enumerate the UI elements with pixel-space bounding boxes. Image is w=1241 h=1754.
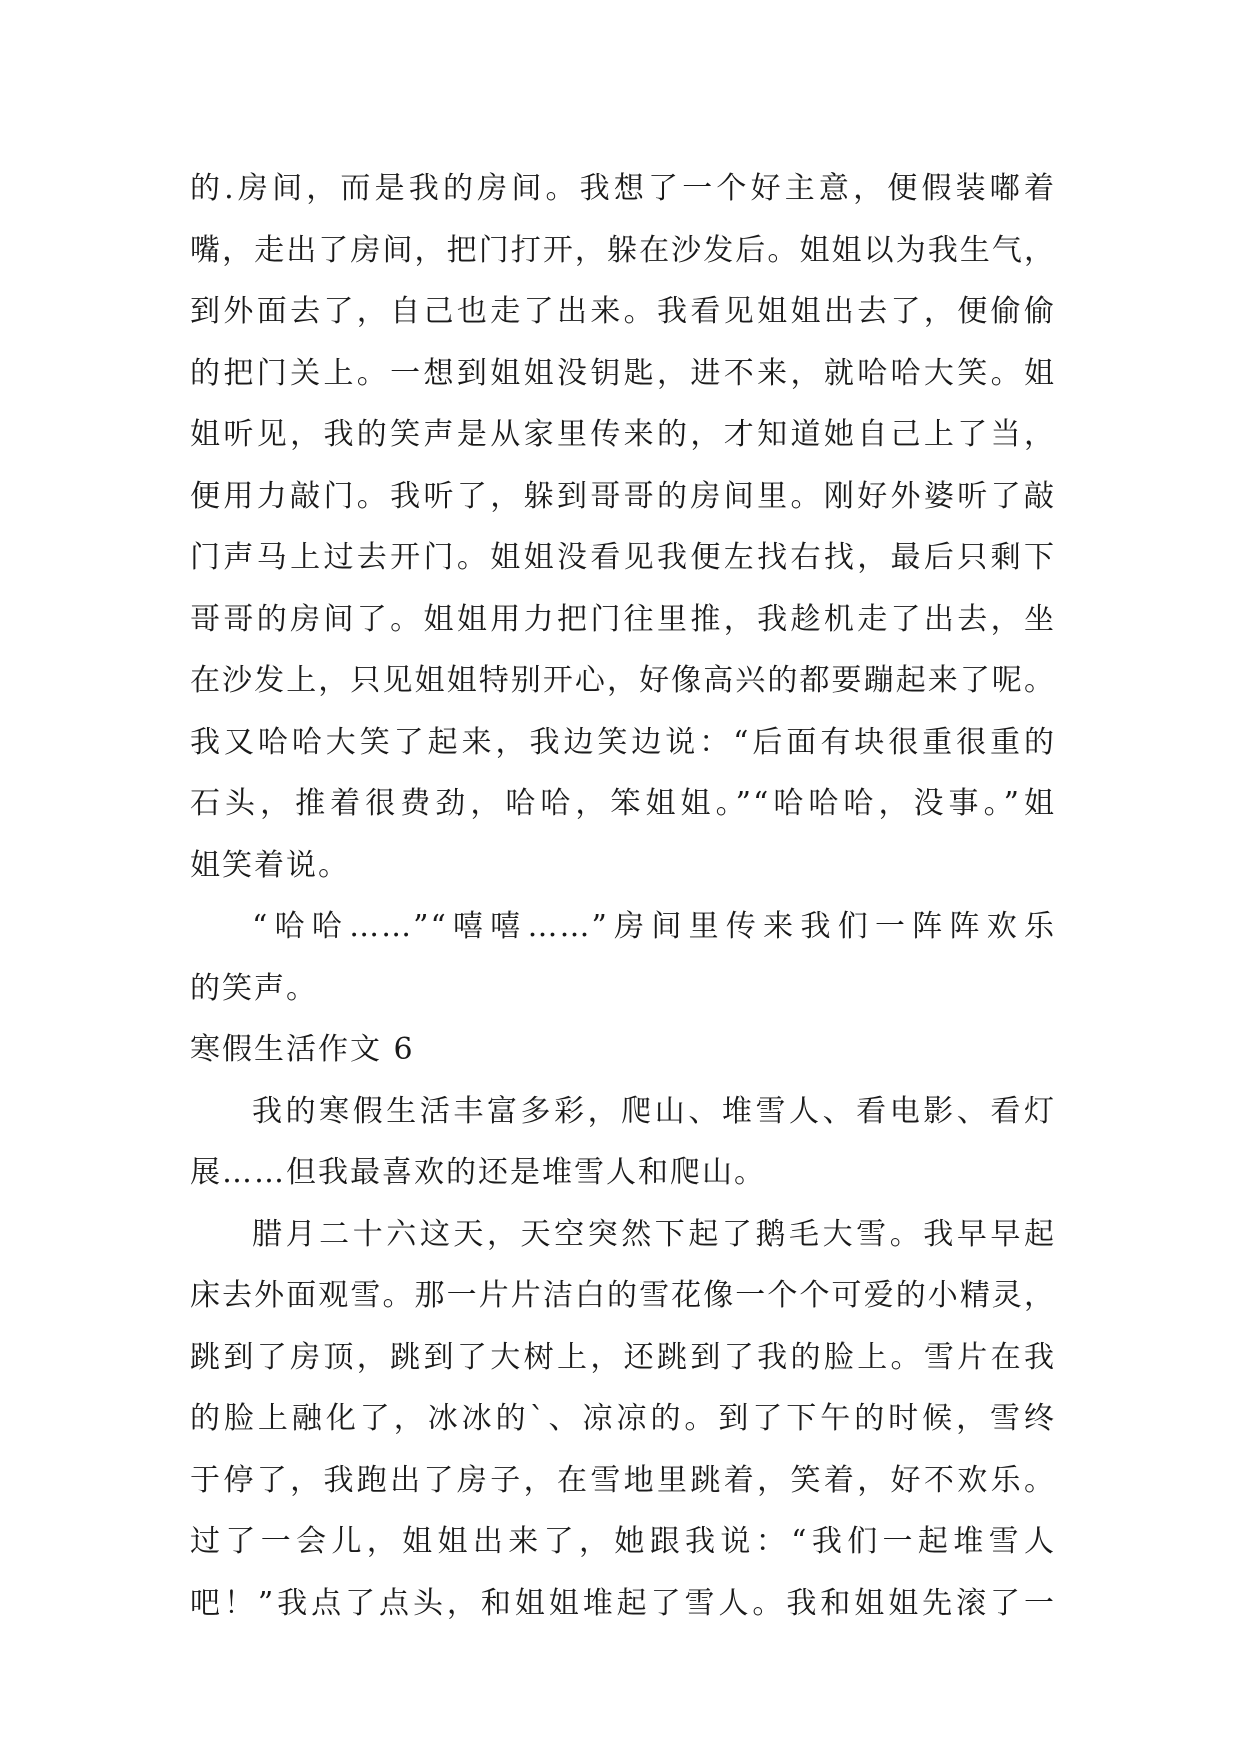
text-line: 到外面去了，自己也走了出来。我看见姐姐出去了，便偷偷 (190, 294, 1056, 329)
text-line: 的脸上融化了，冰冰的`、凉凉的。到了下午的时候，雪终 (190, 1401, 1056, 1436)
text-line: 嘴，走出了房间，把门打开，躲在沙发后。姐姐以为我生气， (190, 232, 1056, 268)
text-line: 吧！”我点了点头，和姐姐堆起了雪人。我和姐姐先滚了一 (190, 1585, 1056, 1621)
text-line: 腊月二十六这天，天空突然下起了鹅毛大雪。我早早起 (252, 1216, 1056, 1252)
text-line: 床去外面观雪。那一片片洁白的雪花像一个个可爱的小精灵， (190, 1278, 1056, 1313)
text-line: 姐听见，我的笑声是从家里传来的，才知道她自己上了当， (190, 417, 1056, 452)
text-line: 的笑声。 (190, 970, 318, 1006)
text-line: 姐笑着说。 (190, 847, 350, 883)
text-line: 的把门关上。一想到姐姐没钥匙，进不来，就哈哈大笑。姐 (190, 355, 1056, 391)
text-line: 我的寒假生活丰富多彩，爬山、堆雪人、看电影、看灯 (252, 1093, 1056, 1129)
text-line: 哥哥的房间了。姐姐用力把门往里推，我趁机走了出去，坐 (190, 601, 1056, 637)
text-line: 过了一会儿，姐姐出来了，她跟我说：“我们一起堆雪人 (190, 1524, 1056, 1559)
section-heading: 寒假生活作文 6 (190, 1032, 415, 1067)
text-line: 展……但我最喜欢的还是堆雪人和爬山。 (190, 1155, 766, 1190)
text-line: 便用力敲门。我听了，躲到哥哥的房间里。刚好外婆听了敲 (190, 478, 1056, 514)
document-body (190, 158, 1070, 1634)
text-line: 在沙发上，只见姐姐特别开心，好像高兴的都要蹦起来了呢。 (190, 663, 1056, 698)
text-line: 的.房间，而是我的房间。我想了一个好主意，便假装嘟着 (190, 171, 1056, 206)
text-line: 石头，推着很费劲，哈哈，笨姐姐。”“哈哈哈，没事。”姐 (190, 786, 1056, 821)
text-line: 跳到了房顶，跳到了大树上，还跳到了我的脸上。雪片在我 (190, 1339, 1056, 1375)
text-line: “哈哈……”“嘻嘻……”房间里传来我们一阵阵欢乐 (252, 909, 1056, 944)
text-line: 于停了，我跑出了房子，在雪地里跳着，笑着，好不欢乐。 (190, 1462, 1056, 1498)
text-line: 我又哈哈大笑了起来，我边笑边说：“后面有块很重很重的 (190, 724, 1056, 760)
text-line: 门声马上过去开门。姐姐没看见我便左找右找，最后只剩下 (190, 540, 1056, 575)
